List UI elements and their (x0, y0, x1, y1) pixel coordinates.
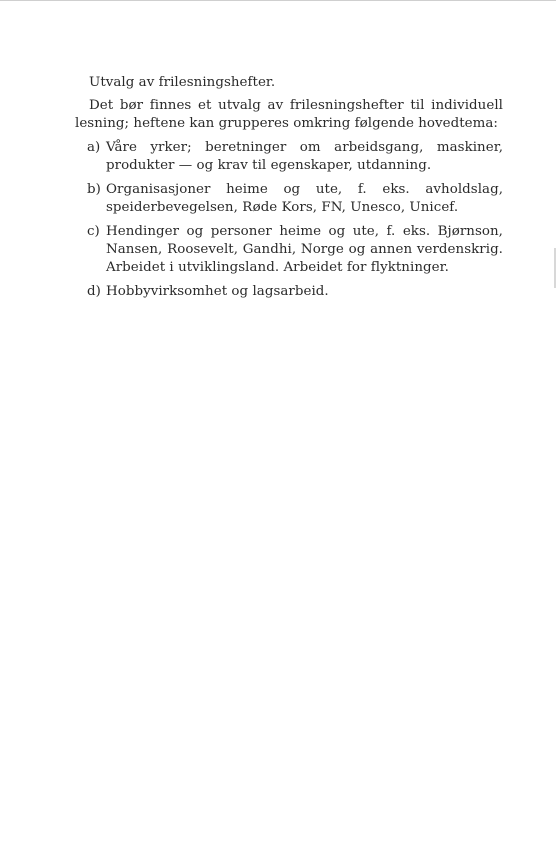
list-item (75, 223, 503, 277)
list-item (75, 139, 503, 175)
list-item-marker: d) (87, 284, 101, 299)
list-item-text: Hendinger og personer heime og ute, f. eks. Bjørnson, Nansen, Roosevelt, Gandhi, Norge og annen verdenskrig. Arbeidet i utviklingsland. Arbeidet for flyktninger. (106, 224, 503, 275)
list-item-marker: c) (87, 224, 100, 239)
intro-paragraph: Det bør finnes et utvalg av frilesningshefter til individuell lesning; heftene kan grupperes omkring følgende hovedtema: (75, 98, 503, 131)
list-item-text: Våre yrker; beretninger om arbeidsgang, maskiner, produkter — og krav til egenskaper, utdanning. (106, 140, 503, 173)
list-item (75, 283, 503, 301)
list-item-text: Hobbyvirksomhet og lagsarbeid. (106, 284, 329, 299)
list-item-marker: a) (87, 140, 101, 155)
section-heading: Utvalg av frilesningshefter. (89, 75, 276, 90)
page-top-edge (0, 0, 556, 1)
list-item-text: Organisasjoner heime og ute, f. eks. avholdslag, speiderbevegelsen, Røde Kors, FN, Unesco, Unicef. (106, 182, 503, 215)
list-item (75, 181, 503, 217)
document-body (75, 74, 503, 301)
topic-list (75, 139, 503, 301)
list-item-marker: b) (87, 182, 101, 197)
